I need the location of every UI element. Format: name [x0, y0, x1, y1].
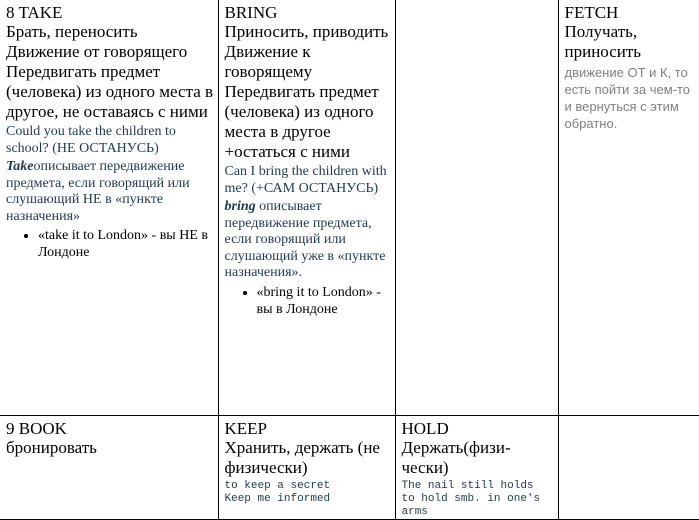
- word-header: BRING: [224, 3, 278, 22]
- word-header: FETCH: [564, 3, 619, 22]
- table-row: [0, 416, 699, 520]
- cell-keep: [218, 416, 395, 520]
- cell-bring: [218, 0, 395, 416]
- usage-example: The nail still holds: [401, 480, 534, 492]
- keyword-explanation: [6, 159, 216, 225]
- list-item: • «take it to London» - вы НЕ в Лондоне: [38, 227, 216, 261]
- word-translation: Получать, приносить: [564, 22, 642, 61]
- cell-take: [0, 0, 218, 416]
- bullet-list: [6, 227, 216, 261]
- usage-example: Can I bring the children with me? (+САМ ОСТАНУСЬ): [224, 164, 387, 196]
- keyword-rest: описывает передвижение предмета, если говорящий или слушающий уже в «пункте назначения».: [224, 199, 386, 280]
- cell-hold: [395, 416, 558, 520]
- keyword-explanation: [225, 199, 393, 282]
- word-description: Движение от говорящего Передвигать предмет (человека) из одного места в другое, не оставаясь с ними: [6, 42, 214, 121]
- cell-empty: [395, 0, 558, 416]
- cell-fetch: [558, 0, 699, 416]
- word-header: HOLD: [401, 419, 449, 438]
- word-translation: Брать, переносить: [6, 22, 138, 41]
- usage-example: to hold smb. in one's arms: [401, 493, 541, 518]
- cell-empty: [558, 416, 699, 520]
- usage-example: Keep me informed: [224, 493, 331, 505]
- keyword: Take: [6, 159, 34, 174]
- word-description: Движение к говорящему Передвигать предмет (человека) из одного места в другое +остаться с ними: [224, 42, 379, 161]
- list-item: • «bring it to London» - вы в Лондоне: [257, 284, 393, 318]
- word-header: 8 TAKE: [6, 3, 63, 22]
- word-translation: бронировать: [6, 438, 97, 457]
- word-note: движение ОТ и К, то есть пойти за чем-то и вернуться с этим обратно.: [564, 65, 691, 131]
- word-header: KEEP: [224, 419, 267, 438]
- keyword-rest: описывает передвижение предмета, если говорящий или слушающий НЕ в «пункте назначения»: [6, 159, 190, 224]
- bullet-list: [225, 284, 393, 318]
- cell-book: [0, 416, 218, 520]
- word-translation: Приносить, приводить: [224, 22, 389, 41]
- word-translation: Держать(физи-чески): [401, 438, 511, 477]
- usage-example: to keep a secret: [224, 480, 331, 492]
- usage-example: Could you take the children to school? (НЕ ОСТАНУСЬ): [6, 124, 176, 156]
- word-header: 9 BOOK: [6, 419, 67, 438]
- keyword: bring: [224, 199, 256, 214]
- word-translation: Хранить, держать (не физически): [224, 438, 380, 477]
